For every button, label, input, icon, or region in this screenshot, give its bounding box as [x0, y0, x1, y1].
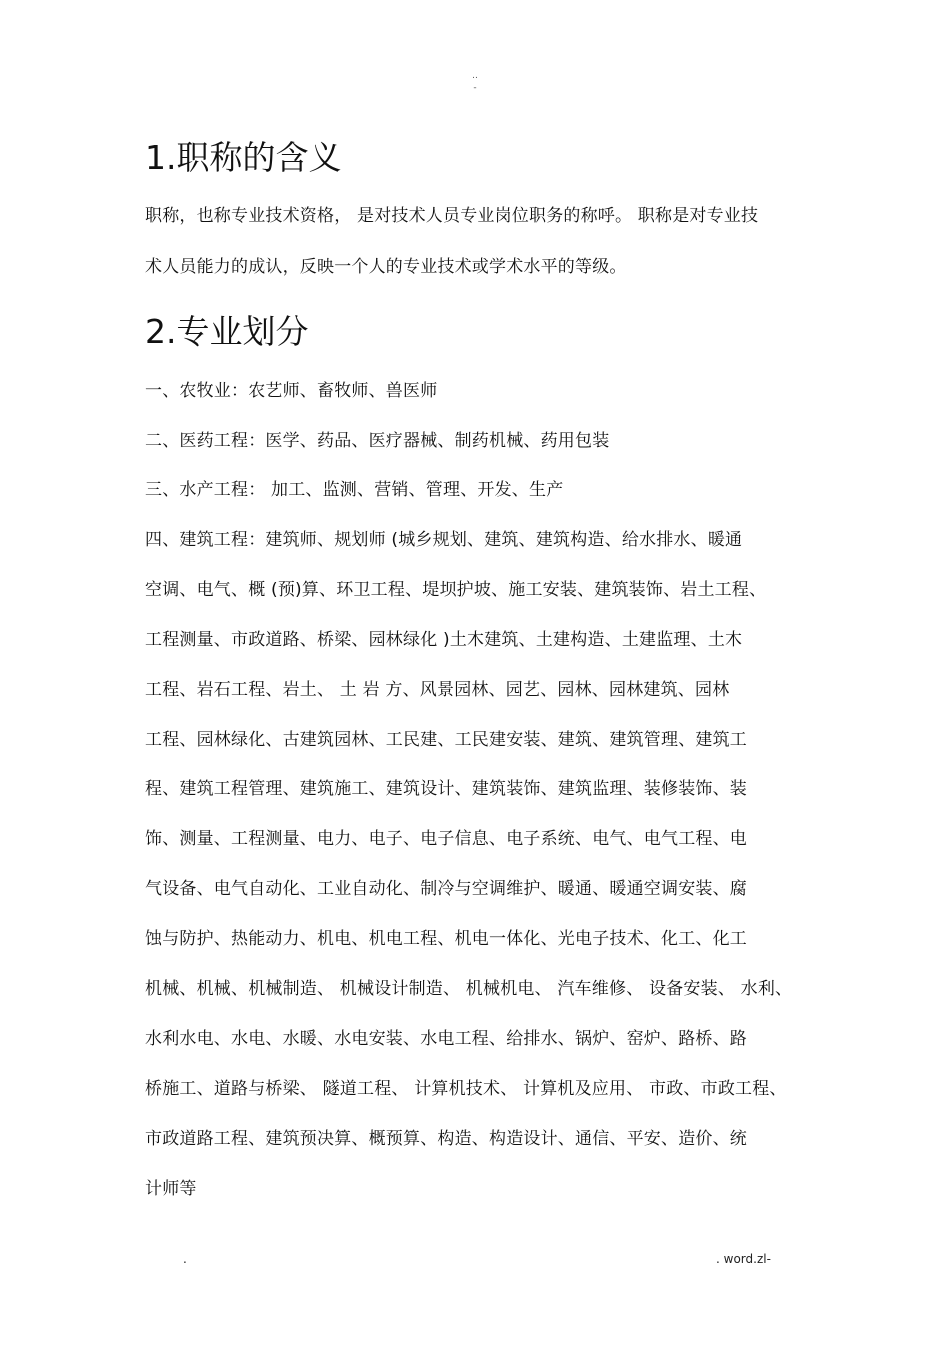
section2-list-line: 计师等: [145, 1179, 197, 1199]
section2-title: 2.专业划分: [145, 312, 309, 351]
section2-list-line: 市政道路工程、建筑预决算、概预算、构造、构造设计、通信、平安、造价、统: [145, 1129, 747, 1149]
section2-list-line: 饰、测量、工程测量、电力、电子、电子信息、电子系统、电气、电气工程、电: [145, 829, 747, 849]
section2-list-line: 工程测量、市政道路、桥梁、园林绿化 )土木建筑、土建构造、土建监理、土木: [145, 630, 743, 650]
footer-left-mark: .: [183, 1252, 187, 1266]
section2-list-line: 工程、园林绿化、古建筑园林、工民建、工民建安装、建筑、建筑管理、建筑工: [145, 730, 747, 750]
header-mark-dash: -: [473, 83, 477, 93]
section2-list-line: 三、水产工程： 加工、监测、营销、管理、开发、生产: [145, 480, 564, 500]
section2-list-line: 二、医药工程：医学、药品、医疗器械、制药机械、药用包装: [145, 431, 610, 451]
section2-list-line: 桥施工、道路与桥梁、 隧道工程、 计算机技术、 计算机及应用、 市政、市政工程、: [145, 1079, 787, 1099]
section2-list-line: 机械、机械、机械制造、 机械设计制造、 机械机电、 汽车维修、 设备安装、 水利、: [145, 979, 793, 999]
section1-paragraph-line: 术人员能力的成认，反映一个人的专业技术或学术水平的等级。: [145, 257, 627, 277]
header-mark-dots: ..: [472, 71, 478, 81]
section2-list-line: 气设备、电气自动化、工业自动化、制冷与空调维护、暖通、暖通空调安装、腐: [145, 879, 747, 899]
section2-list-line: 程、建筑工程管理、建筑施工、建筑设计、建筑装饰、建筑监理、装修装饰、装: [145, 779, 747, 799]
section2-list-line: 空调、电气、概 (预)算、环卫工程、堤坝护坡、施工安装、建筑装饰、岩土工程、: [145, 580, 767, 600]
section2-list-line: 工程、岩石工程、岩土、 土 岩 方、风景园林、园艺、园林、园林建筑、园林: [145, 680, 730, 700]
section2-list-line: 四、建筑工程：建筑师、规划师 (城乡规划、建筑、建筑构造、给水排水、暖通: [145, 530, 743, 550]
section1-title: 1.职称的含义: [145, 138, 342, 177]
section2-list-line: 水利水电、水电、水暖、水电安装、水电工程、给排水、锅炉、窑炉、路桥、路: [145, 1029, 747, 1049]
section2-list-line: 一、农牧业：农艺师、畜牧师、兽医师: [145, 381, 438, 401]
section2-list-line: 蚀与防护、热能动力、机电、机电工程、机电一体化、光电子技术、化工、化工: [145, 929, 747, 949]
footer-right-text: . word.zl-: [716, 1252, 771, 1266]
section1-paragraph-line: 职称，也称专业技术资格， 是对技术人员专业岗位职务的称呼。 职称是对专业技: [145, 206, 759, 226]
